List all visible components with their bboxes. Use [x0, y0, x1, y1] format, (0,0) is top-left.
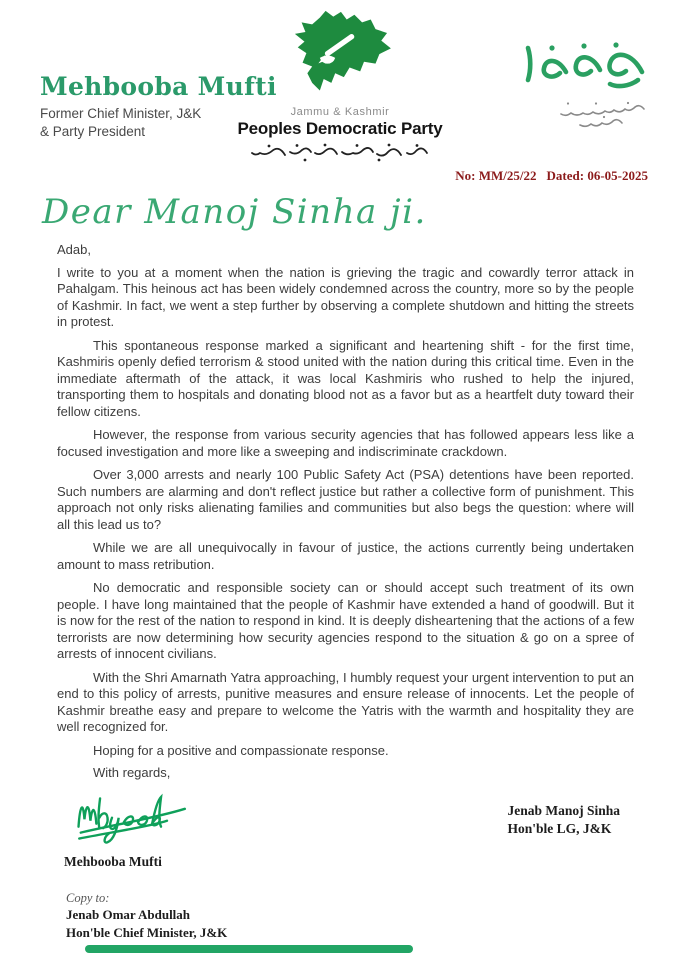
paragraph-1: I write to you at a moment when the nation is grieving the tragic and cowardly terror attack in Pahalgam. This heinous act has been widely condemned across the country, more so by the people of Kashmir. In fact, we went a step further by observing a complete shutdown and hitting the streets in protest.	[57, 264, 634, 329]
signatory-name: Mehbooba Mufti	[64, 853, 162, 869]
signature-block	[58, 788, 218, 871]
regards-line: With regards,	[93, 765, 171, 780]
paragraph-5: While we are all unequivocally in favour of justice, the actions currently being undertaken amount to mass retribution.	[57, 540, 634, 572]
hope-line: Hoping for a positive and compassionate response.	[93, 742, 389, 758]
sender-urdu-block	[516, 40, 648, 136]
reference-number: No: MM/25/22	[455, 168, 537, 183]
salutation: Adab,	[57, 242, 91, 257]
paragraph-6: No democratic and responsible society can or should accept such treatment of its own people. I have long maintained that the people of Kashmir have extended a hand of goodwill. But it is now for the rest of the nation to respond in kind. It is deeply disheartening that the actions of a few terrorists are now determining how security agencies respond to the situation & go on a spree of arrests of innocent civilians.	[57, 580, 634, 661]
recipient-title: Hon'ble LG, J&K	[507, 820, 612, 836]
bottom-green-bar	[85, 945, 413, 953]
paragraph-2: This spontaneous response marked a significant and heartening shift - for the first time, Kashmiris openly defied terrorism & stood united with the nation during this critical time. Even in the immediate aftermath of the attack, it was local Kashmiris who rushed to help the injured, transporting them to hospitals and donating blood not as a favor but as a heartfelt duty toward their fellow citizens.	[57, 337, 634, 419]
copy-to-title: Hon'ble Chief Minister, J&K	[66, 924, 228, 940]
party-region: Jammu & Kashmir	[290, 106, 390, 118]
party-logo-block	[220, 8, 460, 168]
signature-row	[58, 788, 620, 871]
copy-to-block	[66, 891, 680, 942]
paragraph-3: However, the response from various security agencies that has followed appears less like a focused investigation and more like a sweeping and indiscriminate crackdown.	[57, 427, 634, 459]
paragraph-4: Over 3,000 arrests and nearly 100 Public Safety Act (PSA) detentions have been reported. Such numbers are alarming and don't reflect justice but rather a collective form of punishment. This approach not only risks alienating families and communities but also begs the question: where will all this lead us to?	[57, 467, 634, 532]
paragraph-7: With the Shri Amarnath Yatra approaching, I humbly request your urgent intervention to put an end to this policy of arrests, punitive measures and ensure release of innocents. Let the people of Kashmir breathe easy and prepare to welcome the Yatris with the warmth and hospitality they are well recognized for.	[57, 669, 634, 734]
sender-name: Mehbooba Mufti	[40, 72, 277, 101]
sender-name-urdu-calligraphy	[516, 40, 648, 92]
recipient-name: Jenab Manoj Sinha	[507, 802, 620, 818]
letter-body	[57, 242, 634, 782]
party-name-urdu-calligraphy	[249, 143, 431, 163]
sender-title-line2: & Party President	[40, 123, 146, 139]
party-name: Peoples Democratic Party	[237, 119, 443, 138]
handwritten-signature	[58, 788, 218, 846]
reference-date: Dated: 06-05-2025	[546, 168, 648, 183]
copy-to-name: Jenab Omar Abdullah	[66, 906, 191, 922]
recipient-block	[507, 802, 620, 871]
sender-subtitle-urdu-calligraphy	[544, 101, 648, 131]
greeting-script: Dear Manoj Sinha ji.	[42, 192, 427, 232]
kashmir-map-icon	[277, 8, 403, 104]
sender-title-line1: Former Chief Minister, J&K	[40, 106, 202, 121]
reference-line	[0, 168, 680, 184]
copy-to-label: Copy to:	[66, 890, 110, 905]
letterhead	[0, 0, 680, 166]
